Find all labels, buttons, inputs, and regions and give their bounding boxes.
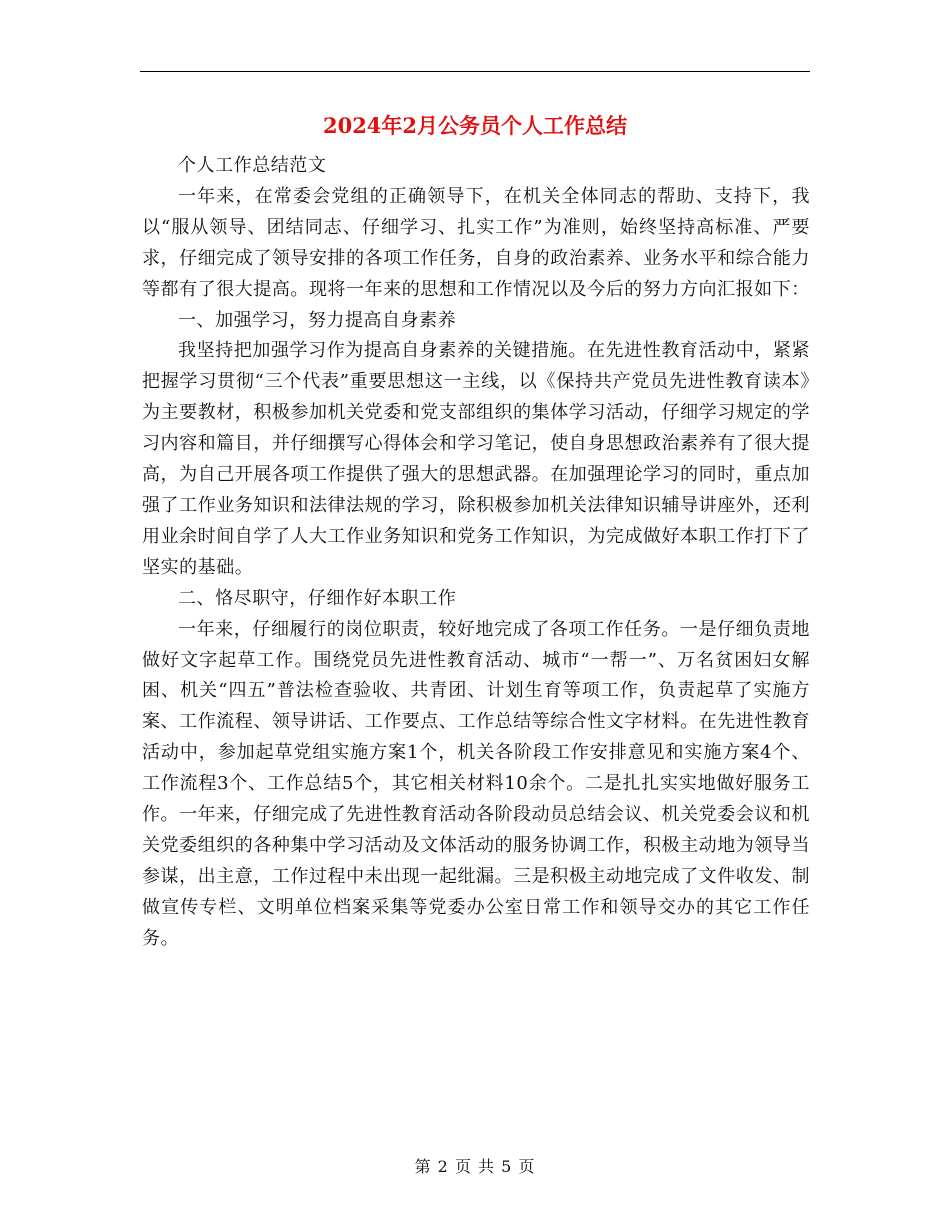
header-rule bbox=[140, 71, 810, 72]
duty-paragraph: 一年来，仔细履行的岗位职责，较好地完成了各项工作任务。一是仔细负责地做好文字起草工作。围绕党员先进性教育活动、城市“一帮一”、万名贫困妇女解困、机关“四五”普法检查验收、共青团、计划生育等项工作，负责起草了实施方案、工作流程、领导讲话、工作要点、工作总结等综合性文字材料。在先进性教育活动中，参加起草党组实施方案1个，机关各阶段工作安排意见和实施方案4个、工作流程3个、工作总结5个，其它相关材料10余个。二是扎扎实实地做好服务工作。一年来，仔细完成了先进性教育活动各阶段动员总结会议、机关党委会议和机关党委组织的各种集中学习活动及文体活动的服务协调工作，积极主动地为领导当参谋，出主意，工作过程中未出现一起纰漏。三是积极主动地完成了文件收发、制做宣传专栏、文明单位档案采集等党委办公室日常工作和领导交办的其它工作任务。 bbox=[142, 618, 810, 949]
section-heading-study: 一、加强学习，努力提高自身素养 bbox=[178, 309, 457, 331]
section-heading-duty: 二、恪尽职守，仔细作好本职工作 bbox=[178, 587, 457, 609]
study-paragraph: 我坚持把加强学习作为提高自身素养的关键措施。在先进性教育活动中，紧紧把握学习贯彻“三个代表”重要思想这一主线，以《保持共产党员先进性教育读本》为主要教材，积极参加机关党委和党支部组织的集体学习活动，仔细学习规定的学习内容和篇目，并仔细撰写心得体会和学习笔记，使自身思想政治素养有了很大提高，为自己开展各项工作提供了强大的思想武器。在加强理论学习的同时，重点加强了工作业务知识和法律法规的学习，除积极参加机关法律知识辅导讲座外，还利用业余时间自学了人大工作业务知识和党务工作知识，为完成做好本职工作打下了坚实的基础。 bbox=[142, 340, 810, 578]
document-subtitle: 个人工作总结范文 bbox=[178, 155, 327, 176]
document-body bbox=[142, 151, 810, 955]
page-indicator: 第 2 页 共 5 页 bbox=[414, 1157, 536, 1176]
intro-paragraph: 一年来，在常委会党组的正确领导下，在机关全体同志的帮助、支持下，我以“服从领导、团结同志、仔细学习、扎实工作”为准则，始终坚持高标准、严要求，仔细完成了领导安排的各项工作任务，自身的政治素养、业务水平和综合能力等都有了很大提高。现将一年来的思想和工作情况以及今后的努力方向汇报如下： bbox=[142, 185, 810, 300]
document-title: 2024年2月公务员个人工作总结 bbox=[322, 113, 628, 138]
